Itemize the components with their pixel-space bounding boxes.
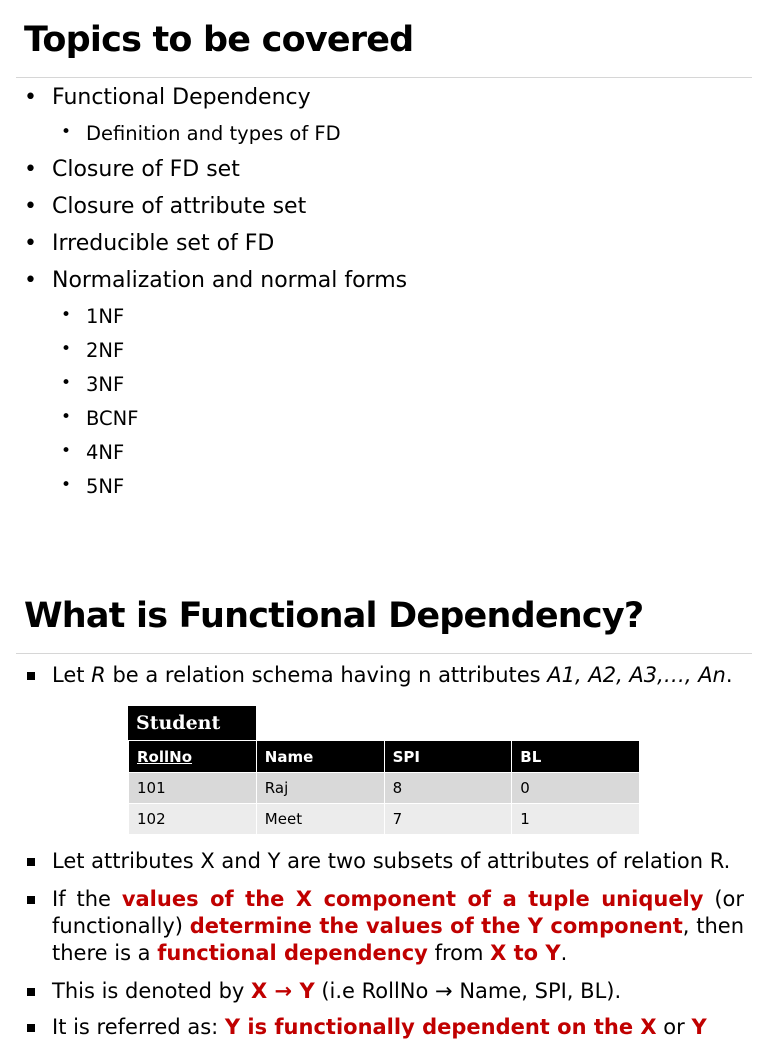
square-bullet-icon <box>27 858 35 866</box>
bullet-icon: • <box>24 231 37 256</box>
bullet-icon: • <box>61 339 72 359</box>
list-item: • 4NF <box>61 441 125 464</box>
square-bullet-icon <box>27 672 35 680</box>
list-item: • 3NF <box>61 373 125 396</box>
student-table <box>128 740 640 835</box>
table-cell: Meet <box>256 804 384 835</box>
subsets-bullet: Let attributes X and Y are two subsets of attributes of relation R. <box>52 848 744 875</box>
referred-bullet: It is referred as: Y is functionally dependent on the X or Y <box>52 1014 744 1041</box>
bullet-icon: • <box>61 407 72 427</box>
bullet-icon: • <box>24 85 37 110</box>
column-header: RollNo <box>129 741 257 773</box>
definition-bullet: If the values of the X component of a tuple uniquely (or functionally) determine the values of the Y component, then there is a functional dependency from X to Y. <box>52 886 744 967</box>
column-header: BL <box>512 741 640 773</box>
slide-title: What is Functional Dependency? <box>24 596 644 636</box>
intro-bullet: Let R be a relation schema having n attributes A1, A2, A3,…, An. <box>52 662 744 689</box>
slide-title: Topics to be covered <box>24 20 414 60</box>
square-bullet-icon <box>27 988 35 996</box>
table-cell: 0 <box>512 773 640 804</box>
square-bullet-icon <box>27 1024 35 1032</box>
table-caption: Student <box>128 706 256 740</box>
bullet-icon: • <box>61 441 72 461</box>
table-row <box>129 773 640 804</box>
column-header: Name <box>256 741 384 773</box>
bullet-icon: • <box>61 475 72 495</box>
list-item: • Closure of FD set <box>24 157 240 182</box>
list-item: • BCNF <box>61 407 139 430</box>
table-row <box>129 804 640 835</box>
column-header: SPI <box>384 741 512 773</box>
list-item: • 2NF <box>61 339 125 362</box>
list-item: • Closure of attribute set <box>24 194 307 219</box>
table-cell: 102 <box>129 804 257 835</box>
table-cell: 1 <box>512 804 640 835</box>
list-item: • Definition and types of FD <box>61 122 341 145</box>
bullet-icon: • <box>61 373 72 393</box>
title-divider <box>16 653 752 654</box>
bullet-icon: • <box>24 157 37 182</box>
table-cell: 7 <box>384 804 512 835</box>
list-item: • 1NF <box>61 305 125 328</box>
title-divider <box>16 77 752 78</box>
list-item: • Functional Dependency <box>24 85 311 110</box>
slide-functional-dependency <box>0 576 768 1039</box>
notation-bullet: This is denoted by X → Y (i.e RollNo → Name, SPI, BL). <box>52 978 744 1005</box>
bullet-icon: • <box>24 194 37 219</box>
table-cell: Raj <box>256 773 384 804</box>
list-item: • 5NF <box>61 475 125 498</box>
table-cell: 101 <box>129 773 257 804</box>
bullet-icon: • <box>61 122 72 142</box>
table-header-row <box>129 741 640 773</box>
table-cell: 8 <box>384 773 512 804</box>
list-item: • Normalization and normal forms <box>24 268 408 293</box>
bullet-icon: • <box>61 305 72 325</box>
square-bullet-icon <box>27 896 35 904</box>
list-item: • Irreducible set of FD <box>24 231 275 256</box>
bullet-icon: • <box>24 268 37 293</box>
